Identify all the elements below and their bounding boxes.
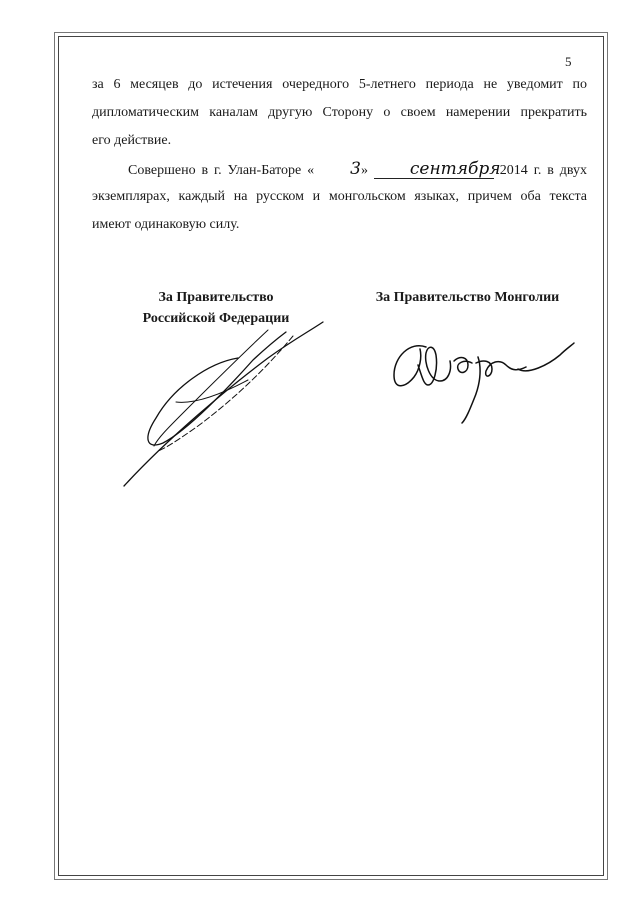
year-text: 2014 г. в двух (499, 163, 588, 178)
signature-mongolia (388, 335, 578, 425)
paragraph-1-line-1: за 6 месяцев до истечения очередного 5-летнего периода не уведомит по (92, 77, 587, 92)
paragraph-2-line-1 (92, 155, 587, 185)
handwritten-month: сентября (374, 160, 494, 179)
paragraph-2-line-2: экземплярах, каждый на русском и монгольском языках, причем оба текста (92, 189, 587, 204)
page-number: 5 (565, 54, 572, 69)
signatory-mongolia-line-1: За Правительство Монголии (375, 290, 560, 305)
paragraph-1-line-3: его действие. (92, 133, 172, 148)
signature-russia (118, 318, 338, 493)
closing-quote: » (360, 163, 368, 178)
signatory-russia-line-2: Российской Федерации (142, 311, 290, 326)
paragraph-2-line-3: имеют одинаковую силу. (92, 217, 240, 232)
handwritten-day: 3 (350, 159, 361, 179)
signatory-mongolia-heading (360, 287, 575, 308)
paragraph-1-line-2: дипломатическим каналам другую Сторону о своем намерении прекратить (92, 105, 587, 120)
place-text: Совершено в г. Улан-Баторе « (128, 163, 315, 178)
signatory-russia-line-1: За Правительство (158, 290, 274, 305)
